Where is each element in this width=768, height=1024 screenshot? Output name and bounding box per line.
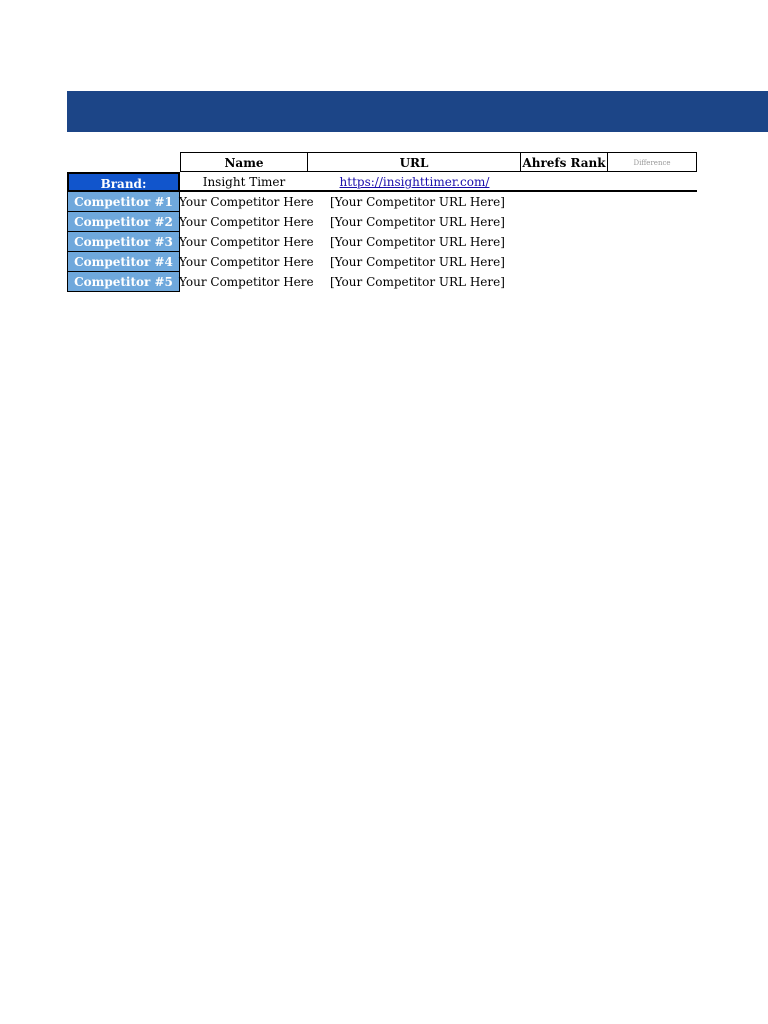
brand-name: Insight Timer [202, 175, 286, 189]
table-row [67, 192, 697, 212]
competitor-name: Your Competitor Here [179, 235, 314, 249]
column-header-name: Name [180, 152, 308, 172]
competitor-label: Competitor #2 [67, 212, 180, 232]
table-row [67, 232, 697, 252]
competitor-name: Your Competitor Here [179, 195, 314, 209]
table-header-row [67, 152, 697, 172]
competitor-name: Your Competitor Here [179, 255, 314, 269]
competitor-table [67, 152, 697, 292]
brand-url-cell [308, 172, 521, 192]
column-header-difference: Difference [608, 152, 697, 172]
competitor-url: [Your Competitor URL Here] [330, 195, 505, 209]
column-header-url: URL [308, 152, 521, 172]
table-row [67, 272, 697, 292]
competitor-url: [Your Competitor URL Here] [330, 255, 505, 269]
brand-label: Brand: [67, 172, 180, 192]
competitor-name: Your Competitor Here [179, 275, 314, 289]
competitor-name: Your Competitor Here [179, 215, 314, 229]
competitor-label: Competitor #1 [67, 192, 180, 212]
competitor-url: [Your Competitor URL Here] [330, 215, 505, 229]
column-header-ahrefs-rank: Ahrefs Rank [521, 152, 608, 172]
competitor-url: [Your Competitor URL Here] [330, 235, 505, 249]
brand-url-link[interactable]: https://insighttimer.com/ [339, 175, 490, 189]
competitor-label: Competitor #5 [67, 272, 180, 292]
table-row [67, 252, 697, 272]
competitor-label: Competitor #4 [67, 252, 180, 272]
table-row [67, 212, 697, 232]
header-banner [67, 91, 768, 132]
competitor-label: Competitor #3 [67, 232, 180, 252]
competitor-url: [Your Competitor URL Here] [330, 275, 505, 289]
brand-row [67, 172, 697, 192]
